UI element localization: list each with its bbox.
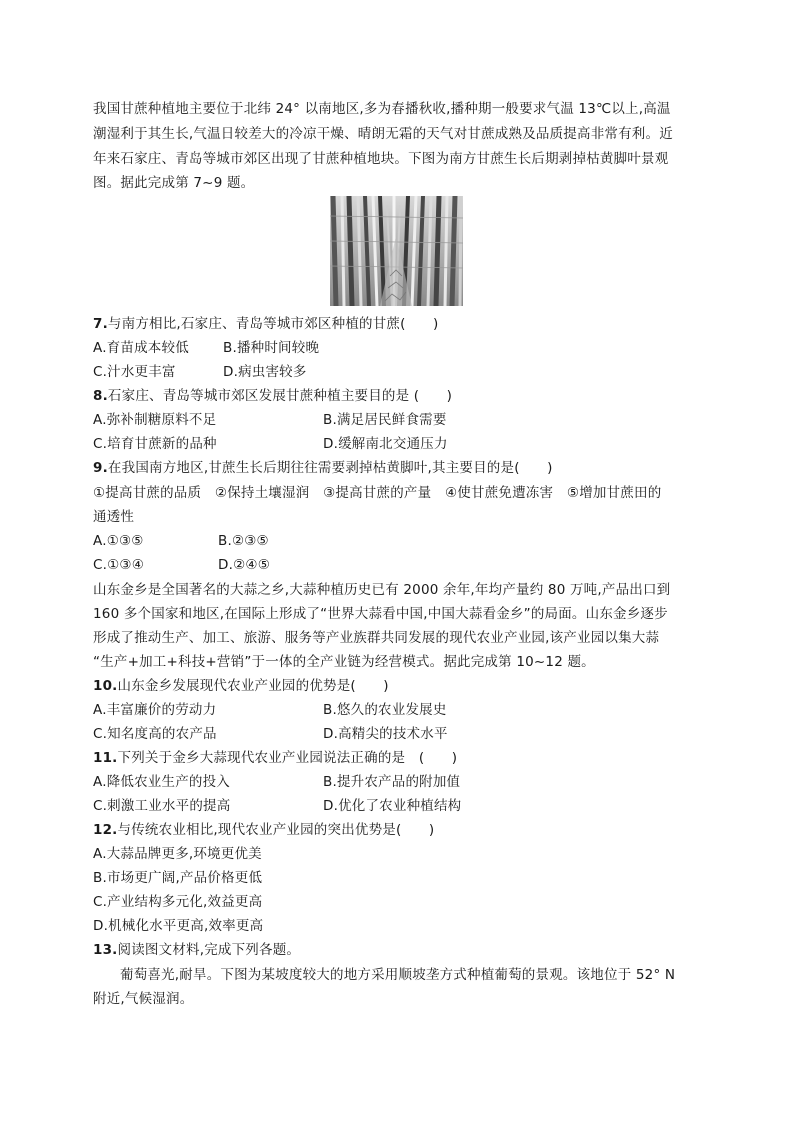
q7-options-row2 (93, 362, 307, 382)
q11-option-d[interactable]: D.优化了农业种植结构 (323, 798, 462, 814)
q9-items-line1: ①提高甘蔗的品质 ②保持土壤湿润 ③提高甘蔗的产量 ④使甘蔗免遭冻害 ⑤增加甘蔗田的 (93, 485, 662, 501)
q7-option-b[interactable]: B.播种时间较晚 (223, 340, 320, 356)
q10-stem (93, 676, 389, 696)
q11-options-row2 (93, 796, 462, 816)
q9-stem (93, 458, 553, 478)
q8-option-b[interactable]: B.满足居民鲜食需要 (323, 412, 447, 428)
q11-stem-text: 下列关于金乡大蒜现代农业产业园说法正确的是 ( ) (117, 750, 458, 766)
q13-material-line-1: 葡萄喜光,耐旱。下图为某坡度较大的地方采用顺坡垄方式种植葡萄的景观。该地位于 52° N (120, 967, 676, 983)
q9-number: 9. (93, 460, 108, 476)
q9-stem-text: 在我国南方地区,甘蔗生长后期往往需要剥掉枯黄脚叶,其主要目的是( ) (107, 460, 553, 476)
q8-option-a[interactable]: A.弥补制糖原料不足 (93, 412, 217, 428)
q13-number: 13. (93, 942, 118, 958)
q9-option-d[interactable]: D.②④⑤ (218, 557, 270, 573)
q10-option-a[interactable]: A.丰富廉价的劳动力 (93, 702, 217, 718)
intro1-line-3: 年来石家庄、青岛等城市郊区出现了甘蔗种植地块。下图为南方甘蔗生长后期剥掉枯黄脚叶景观 (93, 151, 669, 167)
q8-option-d[interactable]: D.缓解南北交通压力 (323, 436, 448, 452)
q9-options-row1 (93, 531, 269, 551)
intro1-line-4: 图。据此完成第 7~9 题。 (93, 175, 255, 191)
q9-items-line2: 通透性 (93, 509, 135, 525)
intro2-line-1: 山东金乡是全国著名的大蒜之乡,大蒜种植历史已有 2000 余年,年均产量约 80 万吨,产品出口到 (93, 582, 671, 598)
q11-number: 11. (93, 750, 118, 766)
q13-stem-text: 阅读图文材料,完成下列各题。 (117, 942, 301, 958)
sugarcane-photo (330, 196, 463, 306)
q12-option-d[interactable]: D.机械化水平更高,效率更高 (93, 918, 264, 934)
q7-stem (93, 314, 438, 334)
q7-options-row1 (93, 338, 320, 358)
intro2-line-2: 160 多个国家和地区,在国际上形成了“世界大蒜看中国,中国大蒜看金乡”的局面。山东金乡逐步 (93, 606, 668, 622)
intro1-line-1: 我国甘蔗种植地主要位于北纬 24° 以南地区,多为春播秋收,播种期一般要求气温 13℃以上,高温 (93, 101, 671, 117)
q8-option-c[interactable]: C.培育甘蔗新的品种 (93, 436, 217, 452)
q7-number: 7. (93, 316, 108, 332)
q10-number: 10. (93, 678, 118, 694)
q11-options-row1 (93, 772, 461, 792)
q9-options-row2 (93, 555, 270, 575)
q8-options-row2 (93, 434, 448, 454)
q8-options-row1 (93, 410, 447, 430)
q13-stem (93, 940, 300, 960)
q11-option-c[interactable]: C.刺激工业水平的提高 (93, 798, 231, 814)
q7-stem-text: 与南方相比,石家庄、青岛等城市郊区种植的甘蔗( ) (107, 316, 439, 332)
q12-option-c[interactable]: C.产业结构多元化,效益更高 (93, 894, 263, 910)
q11-option-a[interactable]: A.降低农业生产的投入 (93, 774, 230, 790)
q8-stem-text: 石家庄、青岛等城市郊区发展甘蔗种植主要目的是 ( ) (107, 388, 453, 404)
q8-number: 8. (93, 388, 108, 404)
q10-stem-text: 山东金乡发展现代农业产业园的优势是( ) (117, 678, 389, 694)
q10-options-row1 (93, 700, 447, 720)
q11-stem (93, 748, 457, 768)
q8-stem (93, 386, 452, 406)
intro2-line-4: “生产+加工+科技+营销”于一体的全产业链为经营模式。据此完成第 10~12 题。 (93, 654, 595, 670)
q7-option-d[interactable]: D.病虫害较多 (223, 364, 307, 380)
q9-option-a[interactable]: A.①③⑤ (93, 533, 144, 549)
q9-option-c[interactable]: C.①③④ (93, 557, 145, 573)
q12-option-a[interactable]: A.大蒜品牌更多,环境更优美 (93, 846, 262, 862)
intro2-line-3: 形成了推动生产、加工、旅游、服务等产业族群共同发展的现代农业产业园,该产业园以集大蒜 (93, 630, 660, 646)
q12-option-b[interactable]: B.市场更广阔,产品价格更低 (93, 870, 263, 886)
q12-stem-text: 与传统农业相比,现代农业产业园的突出优势是( ) (117, 822, 435, 838)
q7-option-a[interactable]: A.育苗成本较低 (93, 340, 189, 356)
q13-material-line-2: 附近,气候湿润。 (93, 991, 194, 1007)
q10-option-d[interactable]: D.高精尖的技术水平 (323, 726, 448, 742)
q11-option-b[interactable]: B.提升农产品的附加值 (323, 774, 461, 790)
intro1-line-2: 潮湿利于其生长,气温日较差大的冷凉干燥、晴朗无霜的天气对甘蔗成熟及品质提高非常有利。近 (93, 126, 673, 142)
q10-options-row2 (93, 724, 448, 744)
q10-option-c[interactable]: C.知名度高的农产品 (93, 726, 217, 742)
q9-option-b[interactable]: B.②③⑤ (218, 533, 269, 549)
q12-stem (93, 820, 434, 840)
q7-option-c[interactable]: C.汁水更丰富 (93, 364, 176, 380)
q10-option-b[interactable]: B.悠久的农业发展史 (323, 702, 447, 718)
q12-number: 12. (93, 822, 118, 838)
